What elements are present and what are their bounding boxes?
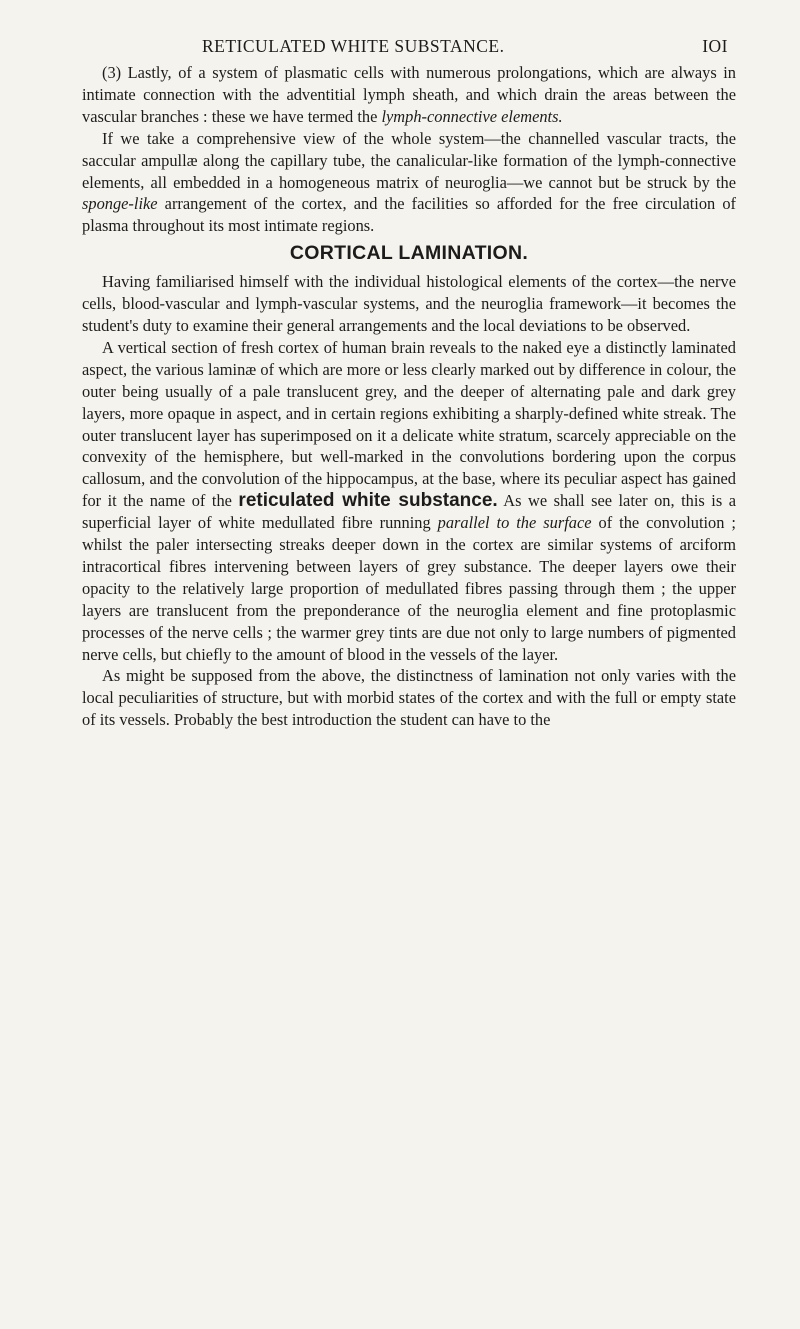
text-run: Having familiarised himself with the individual histological elements of the cortex—the nerve cells, blood-vascular and lymph-vascular systems, and the neuroglia framework—it becomes the student's duty to examine their general arrangements and the local deviations to be observed. bbox=[82, 272, 736, 335]
italic-term: sponge-like bbox=[82, 194, 158, 214]
text-run: arrangement of the cortex, and the facilities so afforded for the free circulation of plasma throughout its most intimate regions. bbox=[82, 194, 736, 236]
text-run: (3) Lastly, of a system of plasmatic cells with numerous prolongations, which are always in intimate connection with the adventitial lymph sheath, and which drain the areas between the vascular branches : these we have termed the bbox=[82, 63, 736, 126]
paragraph bbox=[82, 62, 736, 128]
page-number: IOI bbox=[702, 36, 728, 56]
section-heading: CORTICAL LAMINATION. bbox=[289, 242, 529, 265]
bold-term: reticulated white substance. bbox=[238, 490, 498, 512]
text-run: As might be supposed from the above, the distinctness of lamination not only varies with the local peculiarities of structure, but with morbid states of the cortex and with the full or empty state of its vessels. Probably the best introduction the student can have to the bbox=[82, 666, 736, 730]
paragraph bbox=[82, 271, 736, 337]
text-run: If we take a comprehensive view of the whole system—the channelled vascular tracts, the saccular ampullæ along the capillary tube, the canalicular-like formation of the lymph-connective elements, all embedded in a homogeneous matrix of neuroglia—we cannot but be struck by the bbox=[82, 128, 736, 192]
text-run: A vertical section of fresh cortex of human brain reveals to the naked eye a distinctly laminated aspect, the various laminæ of which are more or less clearly marked out by difference in colour, the outer being usually of a pale translucent grey, and the deeper of alternating pale and dark grey layers, more opaque in aspect, and in certain regions exhibiting a sharply-defined white streak. The outer translucent layer has superimposed on it a delicate white stratum, scarcely appreciable on the convexity of the hemisphere, but well-marked in the convolutions bordering upon the corpus callosum, and the convolution of the hippocampus, at the base, where its peculiar aspect has gained for it the name of the bbox=[82, 337, 736, 511]
text-run: As we shall see later on, this is a superficial layer of white medullated fibre running bbox=[82, 491, 736, 533]
section-paragraphs bbox=[82, 271, 736, 731]
paragraph bbox=[82, 665, 736, 731]
intro-paragraphs bbox=[82, 62, 736, 237]
running-title: RETICULATED WHITE SUBSTANCE. bbox=[202, 36, 505, 56]
italic-term: lymph-connective elements. bbox=[381, 106, 563, 126]
italic-term: parallel to the surface bbox=[437, 513, 592, 533]
body-text bbox=[82, 62, 736, 731]
paragraph bbox=[82, 128, 736, 238]
paragraph bbox=[82, 337, 736, 666]
text-run: of the convolution ; whilst the paler intersecting streaks deeper down in the cortex are similar systems of arciform intracortical fibres intervening between layers of grey substance. The deeper layers owe their opacity to the relatively large proportion of medullated fibres passing through them ; the upper layers are translucent from the preponderance of the neuroglia element and fine protoplasmic processes of the nerve cells ; the warmer grey tints are due not only to large numbers of pigmented nerve cells, but chiefly to the amount of blood in the vessels of the layer. bbox=[82, 513, 736, 664]
running-header bbox=[82, 34, 736, 60]
